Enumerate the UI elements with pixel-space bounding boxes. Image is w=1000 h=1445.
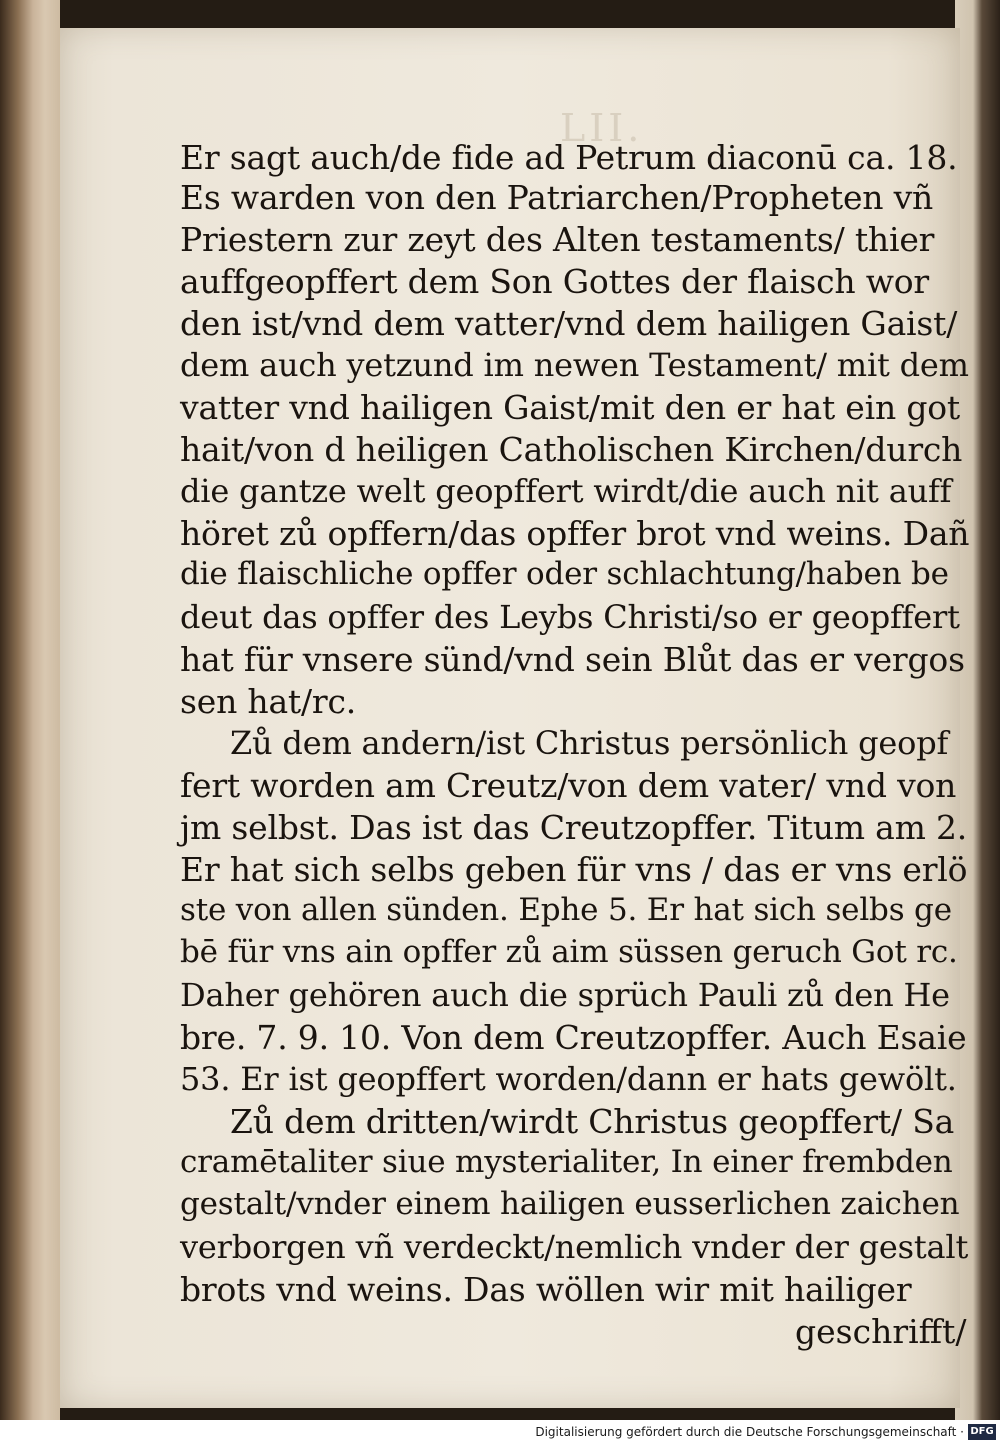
text-line: die flaischliche opffer oder schlachtung/haben be: [180, 556, 949, 592]
book-spine-edge: [0, 0, 60, 1420]
text-line: brots vnd weins. Das wöllen wir mit hailiger: [180, 1270, 912, 1309]
text-line: ste von allen sünden. Ephe 5. Er hat sich selbs ge: [180, 892, 952, 928]
text-line: Zů dem andern/ist Christus persönlich geopf: [230, 724, 949, 762]
text-line: gestalt/vnder einem hailigen eusserlichen zaichen: [180, 1186, 960, 1222]
catchword: geschrifft/: [795, 1312, 967, 1351]
footer-credit: Digitalisierung gefördert durch die Deutsche Forschungsgemeinschaft ·: [535, 1425, 964, 1439]
text-line: sen hat/rc.: [180, 682, 357, 721]
text-line: jm selbst. Das ist das Creutzopffer. Titum am 2.: [180, 808, 968, 847]
text-line: Priestern zur zeyt des Alten testaments/ thier: [180, 220, 935, 259]
text-line: bre. 7. 9. 10. Von dem Creutzopffer. Auch Esaie: [180, 1018, 967, 1057]
text-line: die gantze welt geopffert wirdt/die auch nit auff: [180, 472, 952, 510]
text-line: Es warden von den Patriarchen/Propheten vñ: [180, 178, 934, 217]
dfg-logo: DFG: [968, 1424, 996, 1440]
text-line: deut das opffer des Leybs Christi/so er geopffert: [180, 598, 960, 636]
text-line: fert worden am Creutz/von dem vater/ vnd von: [180, 766, 957, 805]
text-line: den ist/vnd dem vatter/vnd dem hailigen Gaist/: [180, 304, 958, 343]
text-line: höret zů opffern/das opffer brot vnd weins. Dañ: [180, 514, 970, 553]
text-line: Zů dem dritten/wirdt Christus geopffert/ Sa: [230, 1102, 955, 1141]
text-line: hat für vnsere sünd/vnd sein Blůt das er vergos: [180, 640, 965, 679]
text-line: vatter vnd hailigen Gaist/mit den er hat ein got: [180, 388, 960, 427]
text-line: hait/von d heiligen Catholischen Kirchen/durch: [180, 430, 963, 469]
text-line: auffgeopffert dem Son Gottes der flaisch wor: [180, 262, 930, 301]
text-line: verborgen vñ verdeckt/nemlich vnder der gestalt: [180, 1228, 969, 1266]
footer-bar: [0, 1420, 1000, 1445]
text-line: bē für vns ain opffer zů aim süssen geruch Got rc.: [180, 934, 958, 970]
text-line: Daher gehören auch die sprüch Pauli zů den He: [180, 976, 950, 1014]
text-line: 53. Er ist geopffert worden/dann er hats gewölt.: [180, 1060, 957, 1098]
text-line: dem auch yetzund im newen Testament/ mit dem: [180, 346, 969, 384]
text-line: cramētaliter siue mysterialiter, In einer frembden: [180, 1144, 953, 1180]
folio-number: LII.: [560, 106, 644, 150]
text-line: Er sagt auch/de fide ad Petrum diaconū ca. 18.: [180, 138, 958, 177]
text-line: Er hat sich selbs geben für vns / das er vns erlö: [180, 850, 968, 889]
book-page: [60, 28, 970, 1408]
facing-page-edge: [955, 0, 1000, 1420]
